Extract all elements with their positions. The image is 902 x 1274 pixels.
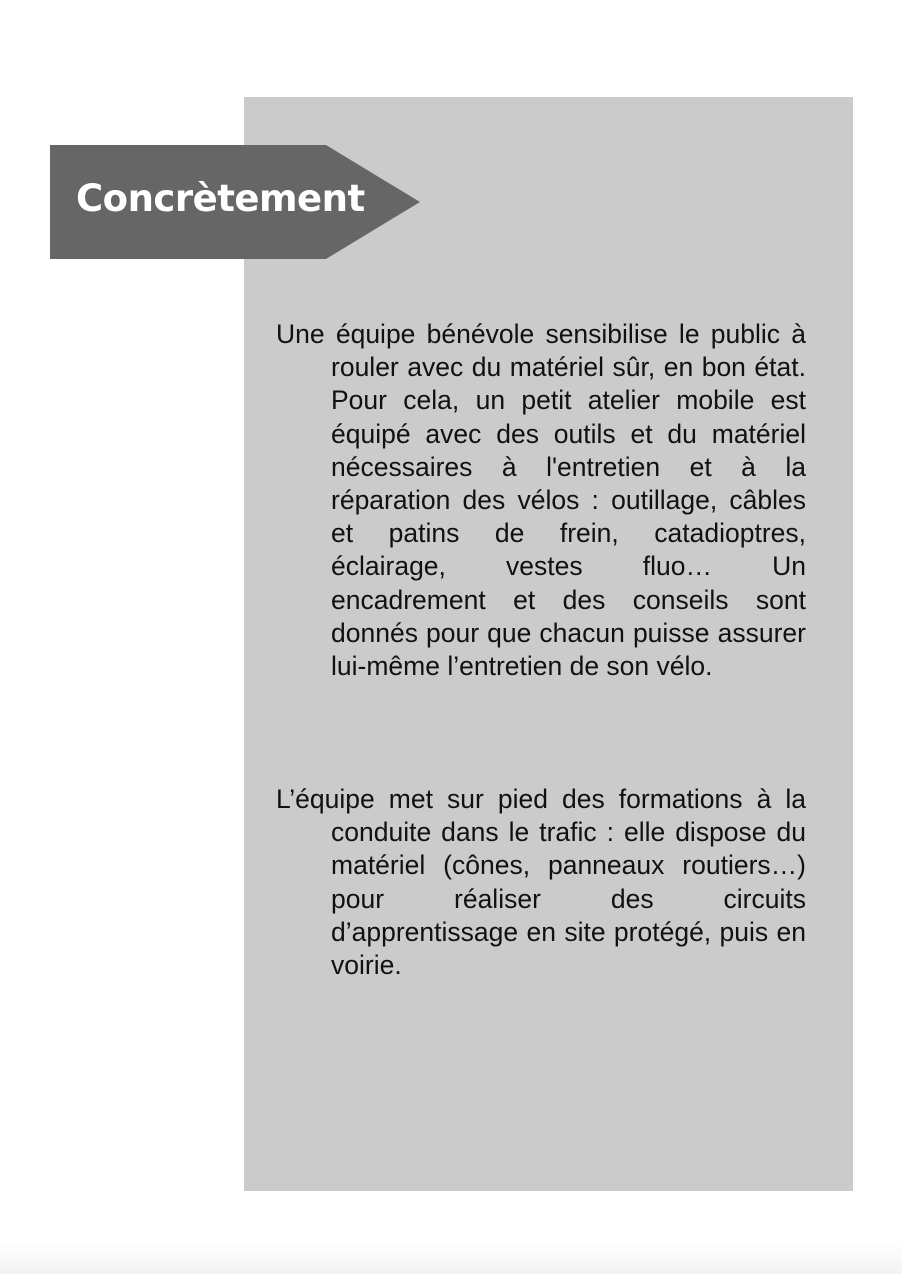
paragraph-training: L’équipe met sur pied des formations à la conduite dans le trafic : elle dispose du matériel (cônes, panneaux routiers…) pour réaliser des circuits d’apprentissage en site protégé, puis en voirie. (276, 784, 806, 981)
section-banner (50, 145, 420, 259)
page-bottom-edge (0, 1242, 902, 1274)
section-title: Concrètement (76, 177, 365, 220)
paragraph-maintenance: Une équipe bénévole sensibilise le public à rouler avec du matériel sûr, en bon état. Pour cela, un petit atelier mobile est équipé avec des outils et du matériel nécessaires à l'entretien et à la réparation des vélos : outillage, câbles et patins de frein, catadioptres, éclairage, vestes fluo… Un encadrement et des conseils sont donnés pour que chacun puisse assurer lui-même l’entretien de son vélo. (276, 319, 806, 682)
